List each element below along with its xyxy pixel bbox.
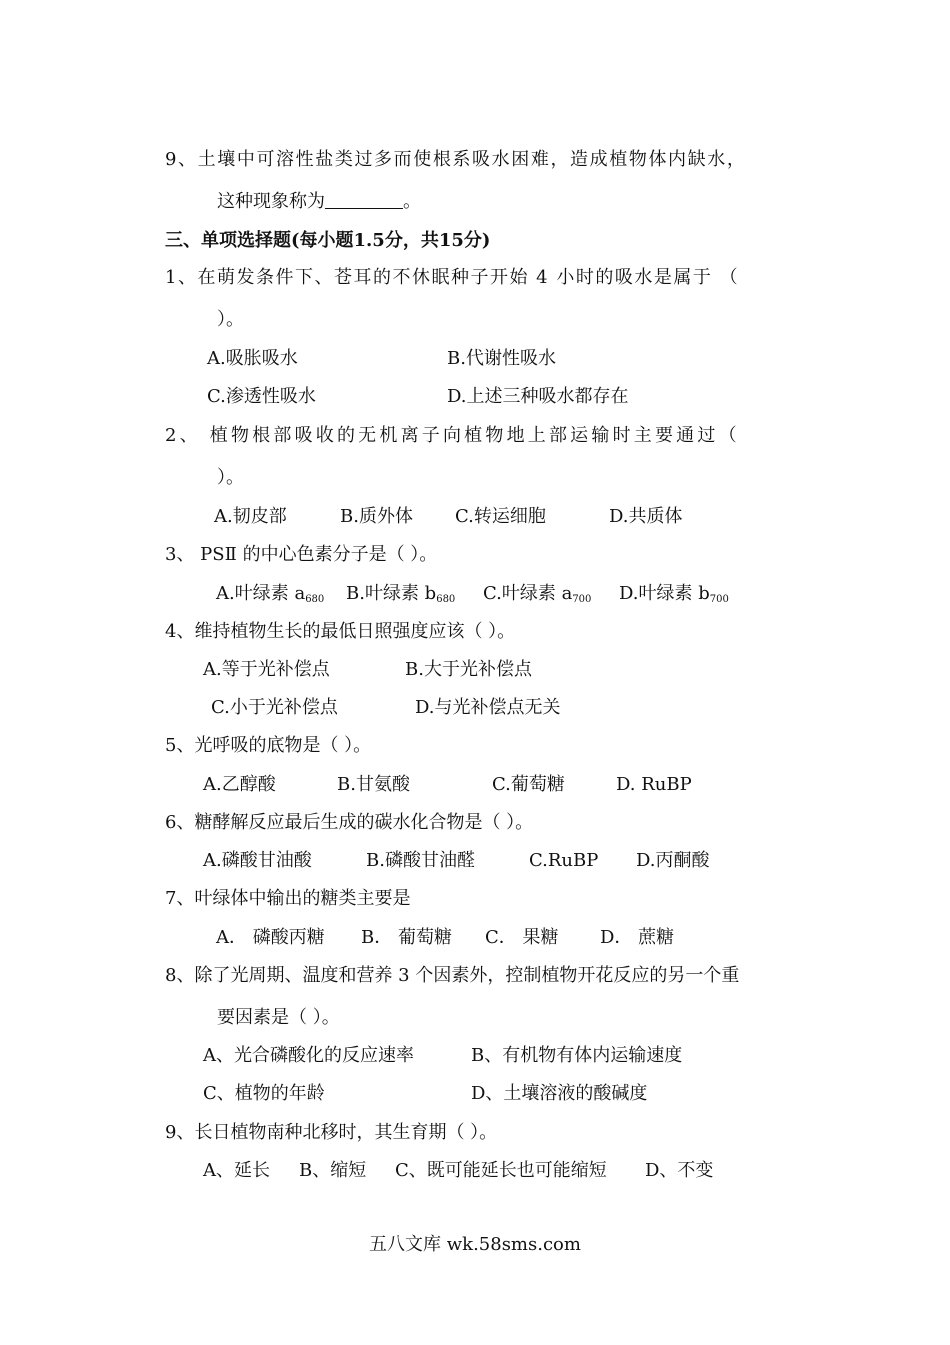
question-4-option-a: A.等于光补偿点 (203, 659, 330, 680)
question-9-option-a: A、延长 (203, 1160, 270, 1181)
question-5-option-a: A.乙醇酸 (203, 774, 276, 795)
question-7-option-a: A． 磷酸丙糖 (216, 927, 325, 948)
fill-question-9-line1: 9、土壤中可溶性盐类过多而使根系吸水困难，造成植物体内缺水， (165, 149, 747, 170)
fill-question-9-line2: 这种现象称为 。 (217, 191, 421, 212)
question-4-option-c: C.小于光补偿点 (211, 697, 338, 718)
question-3-stem: 3、 PSⅡ 的中心色素分子是（ ）。 (165, 544, 438, 565)
question-7-stem: 7、叶绿体中输出的糖类主要是 (165, 888, 411, 909)
question-2-stem: 2、 植物根部吸收的无机离子向植物地上部运输时主要通过（ (165, 425, 740, 446)
question-8-option-b: B、有机物有体内运输速度 (471, 1045, 683, 1066)
question-5-stem: 5、光呼吸的底物是（ ）。 (165, 735, 372, 756)
fill-question-9-text: 这种现象称为 (217, 191, 325, 212)
question-6-option-b: B.磷酸甘油醛 (366, 850, 475, 871)
question-4-option-d: D.与光补偿点无关 (415, 697, 561, 718)
question-1-option-a: A.吸胀吸水 (207, 348, 298, 369)
question-3-option-d: D.叶绿素 $b_{700}$ (619, 583, 729, 605)
question-2-option-a: A.韧皮部 (214, 506, 287, 527)
footer-watermark: 五八文库 wk.58sms.com (369, 1234, 581, 1255)
question-3-option-a: A.叶绿素 $a_{680}$ (216, 583, 325, 605)
question-8-stem-cont: 要因素是（ ）。 (217, 1007, 340, 1028)
question-8-stem: 8、除了光周期、温度和营养 3 个因素外，控制植物开花反应的另一个重 (165, 965, 740, 986)
question-8-option-d: D、土壤溶液的酸碱度 (471, 1083, 648, 1104)
question-7-option-d: D． 蔗糖 (600, 927, 675, 948)
question-6-stem: 6、糖酵解反应最后生成的碳水化合物是（ ）。 (165, 812, 534, 833)
question-8-option-c: C、植物的年龄 (203, 1083, 325, 1104)
question-1-stem: 1、在萌发条件下、苍耳的不休眠种子开始 4 小时的吸水是属于 （ (165, 267, 740, 288)
question-5-option-d: D. RuBP (616, 774, 692, 795)
question-3-option-c: C.叶绿素 $a_{700}$ (483, 583, 592, 605)
question-6-option-a: A.磷酸甘油酸 (203, 850, 312, 871)
question-1-option-c: C.渗透性吸水 (207, 386, 316, 407)
question-6-option-d: D.丙酮酸 (636, 850, 710, 871)
question-3-option-b: B.叶绿素 $b_{680}$ (346, 583, 456, 605)
question-1-option-d: D.上述三种吸水都存在 (447, 386, 629, 407)
question-9-option-d: D、不变 (645, 1160, 714, 1181)
section-title: 三、单项选择题(每小题1.5分，共15分) (165, 230, 491, 251)
question-9-stem: 9、长日植物南种北移时，其生育期（ ）。 (165, 1122, 498, 1143)
question-2-option-b: B.质外体 (340, 506, 413, 527)
question-2-option-c: C.转运细胞 (455, 506, 546, 527)
question-7-option-b: B． 葡萄糖 (361, 927, 452, 948)
answer-blank (325, 190, 403, 209)
question-2-option-d: D.共质体 (609, 506, 683, 527)
question-8-option-a: A、光合磷酸化的反应速率 (203, 1045, 414, 1066)
question-2-stem-cont: ）。 (217, 467, 244, 488)
question-4-stem: 4、维持植物生长的最低日照强度应该（ ）。 (165, 621, 516, 642)
question-1-option-b: B.代谢性吸水 (447, 348, 556, 369)
question-7-option-c: C． 果糖 (485, 927, 559, 948)
question-9-option-b: B、缩短 (299, 1160, 367, 1181)
question-5-option-c: C.葡萄糖 (492, 774, 565, 795)
question-5-option-b: B.甘氨酸 (337, 774, 410, 795)
question-6-option-c: C.RuBP (529, 850, 599, 871)
question-9-option-c: C、既可能延长也可能缩短 (395, 1160, 607, 1181)
question-4-option-b: B.大于光补偿点 (405, 659, 532, 680)
question-1-stem-cont: ）。 (217, 309, 244, 330)
